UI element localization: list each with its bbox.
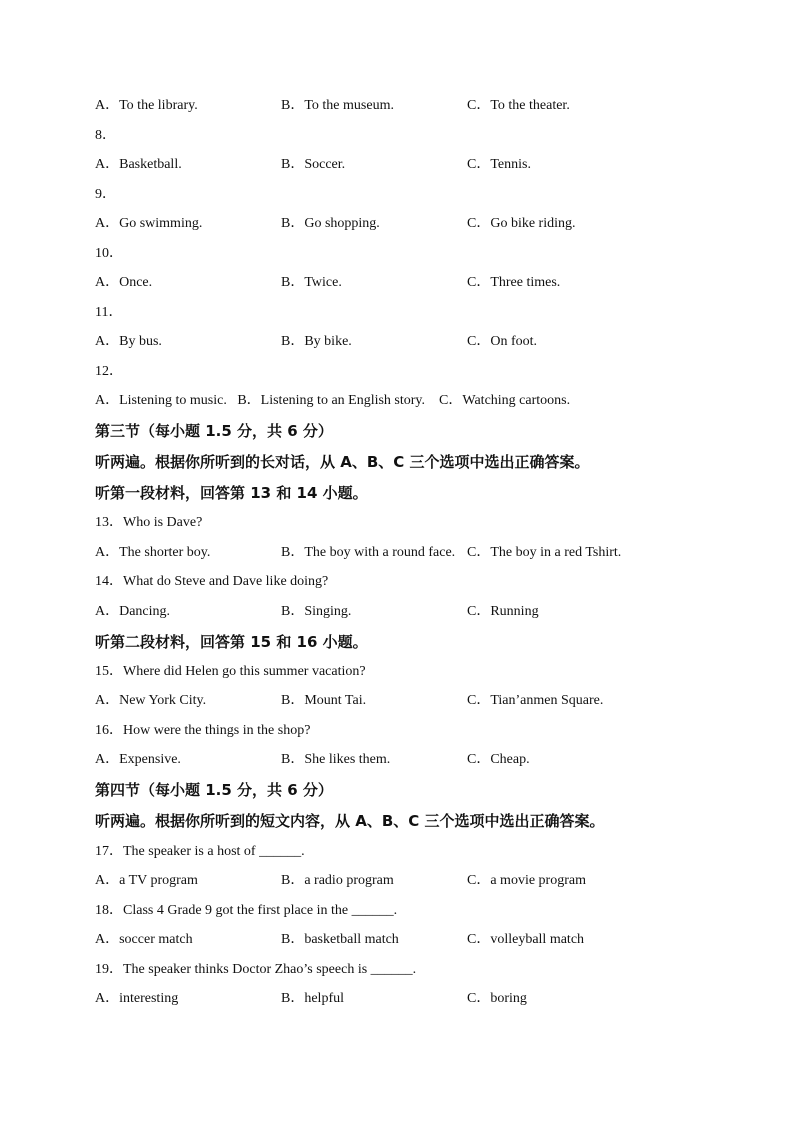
- question-17-stem: 17．The speaker is a host of ______.: [95, 844, 305, 859]
- question-17-options: [95, 870, 735, 892]
- question-13-stem: 13．Who is Dave?: [95, 515, 203, 530]
- question-9-number: 9．: [95, 187, 116, 202]
- option-a: A．Expensive.: [95, 752, 181, 767]
- question-16-options: [95, 749, 735, 771]
- question-11-number: 11．: [95, 305, 123, 320]
- option-c: C．Tennis.: [467, 157, 531, 172]
- option-a: A．a TV program: [95, 873, 198, 888]
- question-14-stem: 14．What do Steve and Dave like doing?: [95, 574, 329, 589]
- option-a: A．soccer match: [95, 932, 193, 947]
- option-b: B．The boy with a round face.: [281, 545, 456, 560]
- question-15-options: [95, 690, 735, 712]
- option-c: C．boring: [467, 991, 527, 1006]
- section-3-title: 第三节（每小题 1.5 分，共 6 分）: [95, 422, 333, 440]
- option-c: C．To the theater.: [467, 98, 570, 113]
- option-b: B．She likes them.: [281, 752, 391, 767]
- option-b: B．To the museum.: [281, 98, 394, 113]
- option-c: C．On foot.: [467, 334, 537, 349]
- option-b: B．Singing.: [281, 604, 352, 619]
- option-b: B．helpful: [281, 991, 344, 1006]
- section-3-material-2: 听第二段材料，回答第 15 和 16 小题。: [95, 633, 368, 651]
- option-b: B．Soccer.: [281, 157, 346, 172]
- question-16-stem: 16．How were the things in the shop?: [95, 723, 311, 738]
- option-c: C．Running: [467, 604, 539, 619]
- option-b: B．Listening to an English story.: [237, 393, 426, 408]
- section-3-material-1: 听第一段材料，回答第 13 和 14 小题。: [95, 484, 368, 502]
- section-4-title: 第四节（每小题 1.5 分，共 6 分）: [95, 781, 333, 799]
- option-b: B．By bike.: [281, 334, 352, 349]
- option-c: C．volleyball match: [467, 932, 585, 947]
- option-a: A．Once.: [95, 275, 153, 290]
- option-a: A．Go swimming.: [95, 216, 203, 231]
- option-b: B．Twice.: [281, 275, 342, 290]
- question-15-stem: 15．Where did Helen go this summer vacation?: [95, 664, 366, 679]
- question-14-options: [95, 601, 735, 623]
- option-b: B．a radio program: [281, 873, 394, 888]
- option-b: B．basketball match: [281, 932, 399, 947]
- option-a: A．To the library.: [95, 98, 198, 113]
- question-9-options: [95, 213, 735, 235]
- question-7-options: [95, 95, 735, 117]
- question-12-number: 12．: [95, 364, 123, 379]
- option-c: C．The boy in a red Tshirt.: [467, 545, 622, 560]
- question-8-number: 8．: [95, 128, 116, 143]
- option-b: B．Mount Tai.: [281, 693, 367, 708]
- option-b: B．Go shopping.: [281, 216, 380, 231]
- question-11-options: [95, 331, 735, 353]
- question-18-stem: 18．Class 4 Grade 9 got the first place in the ______.: [95, 903, 398, 918]
- option-c: C．a movie program: [467, 873, 586, 888]
- option-a: A．New York City.: [95, 693, 207, 708]
- option-a: A．Dancing.: [95, 604, 171, 619]
- option-c: C．Cheap.: [467, 752, 530, 767]
- question-12-options: [95, 390, 735, 412]
- question-19-stem: 19．The speaker thinks Doctor Zhao’s speech is ______.: [95, 962, 417, 977]
- section-4-instruction: 听两遍。根据你所听到的短文内容，从 A、B、C 三个选项中选出正确答案。: [95, 812, 605, 830]
- question-13-options: [95, 542, 735, 564]
- option-a: A．Basketball.: [95, 157, 182, 172]
- option-c: C．Three times.: [467, 275, 561, 290]
- question-19-options: [95, 988, 735, 1010]
- section-3-instruction: 听两遍。根据你所听到的长对话，从 A、B、C 三个选项中选出正确答案。: [95, 453, 590, 471]
- option-c: C．Watching cartoons.: [439, 393, 571, 408]
- option-a: A．interesting: [95, 991, 179, 1006]
- question-8-options: [95, 154, 735, 176]
- question-10-number: 10．: [95, 246, 123, 261]
- option-a: A．The shorter boy.: [95, 545, 211, 560]
- question-18-options: [95, 929, 735, 951]
- option-c: C．Go bike riding.: [467, 216, 576, 231]
- question-10-options: [95, 272, 735, 294]
- option-a: A．Listening to music.: [95, 393, 227, 408]
- option-c: C．Tian’anmen Square.: [467, 693, 604, 708]
- option-a: A．By bus.: [95, 334, 162, 349]
